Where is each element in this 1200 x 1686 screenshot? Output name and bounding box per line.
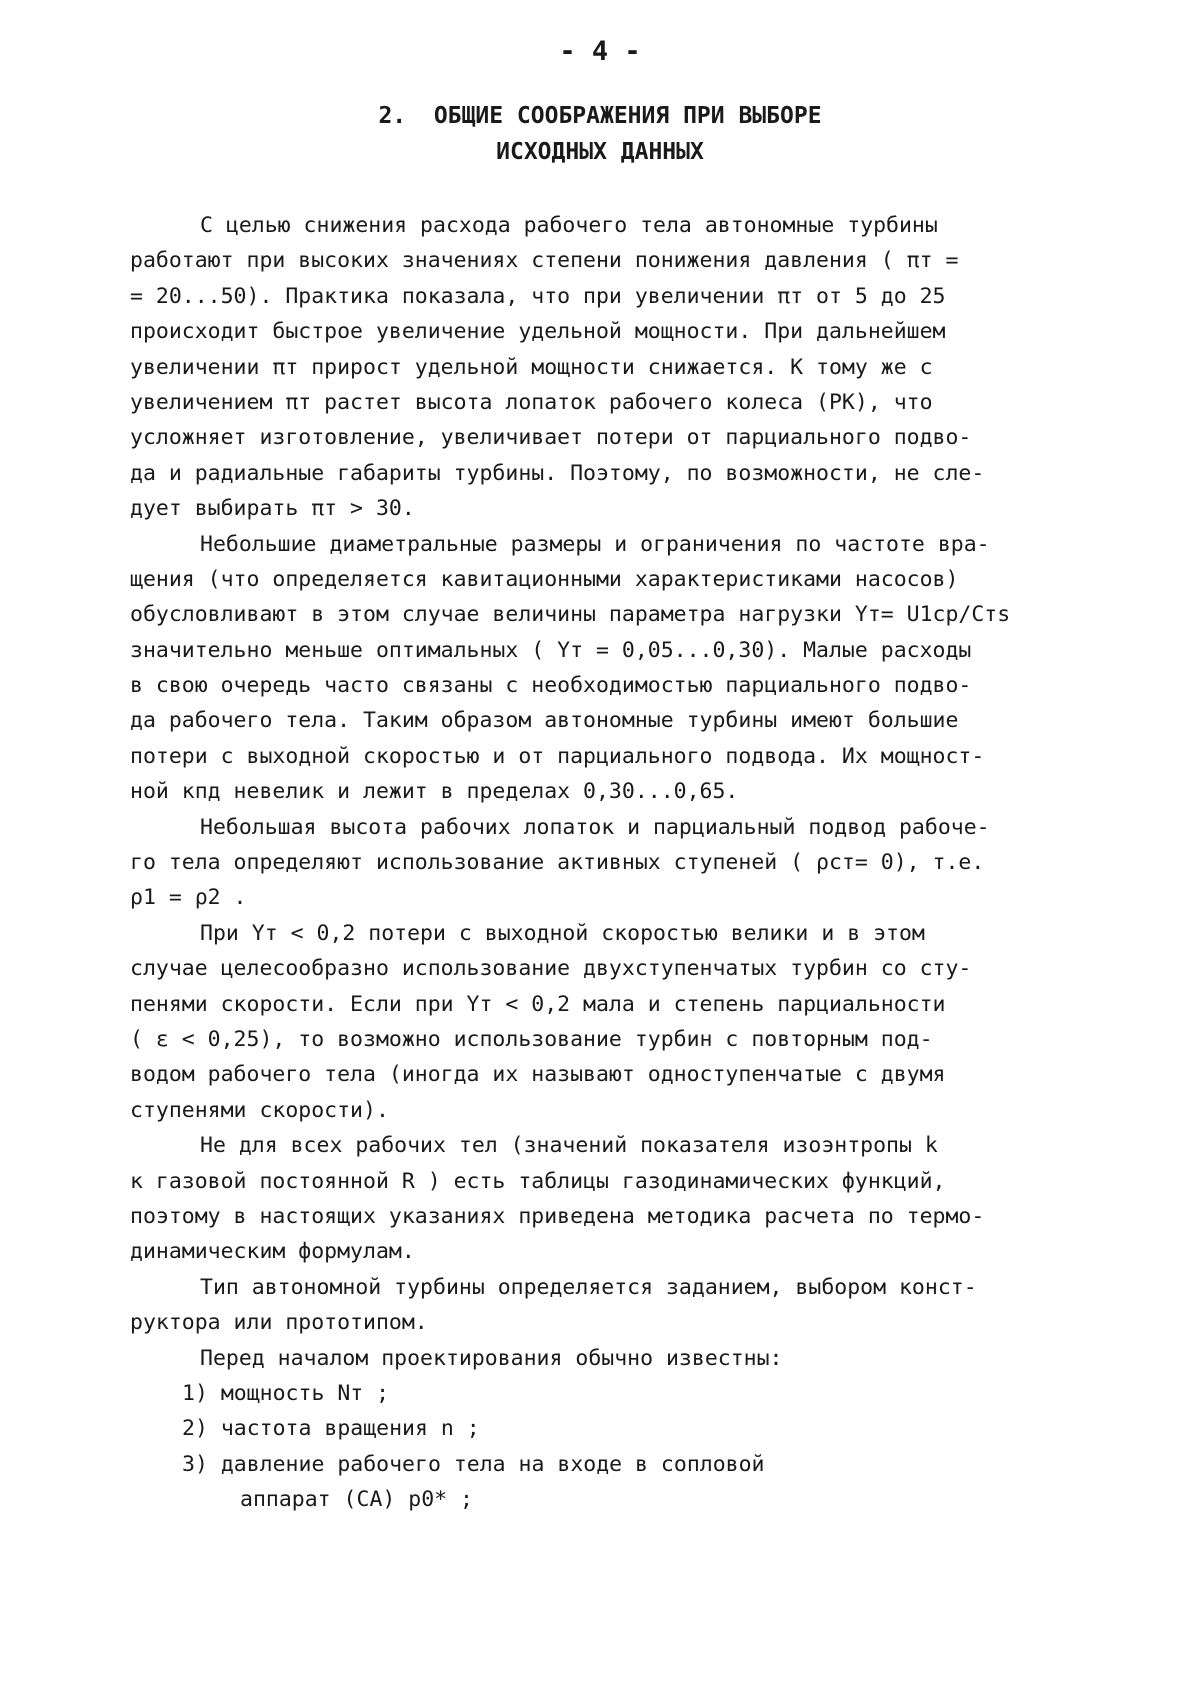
section-heading-line-2: ИСХОДНЫХ ДАННЫХ [496,139,704,165]
text-line: щения (что определяется кавитационными характеристиками насосов) [130,566,959,592]
text-line: пенями скорости. Если при Yт < 0,2 мала и степень парциальности [130,991,946,1017]
text-line: Не для всех рабочих тел (значений показателя изоэнтропы k [200,1133,938,1159]
text-line: Небольшая высота рабочих лопаток и парциальный подвод рабоче- [200,814,990,840]
text-line: С целью снижения расхода рабочего тела автономные турбины [200,213,938,238]
text-line: происходит быстрое увеличение удельной мощности. При дальнейшем [130,319,946,345]
text-line: ρ1 = ρ2 . [130,885,247,911]
text-line: ступенями скорости). [130,1097,389,1123]
text-line: Небольшие диаметральные размеры и ограничения по частоте вра- [200,531,990,557]
text-line: При Yт < 0,2 потери с выходной скоростью велики и в этом [200,920,925,946]
text-line: к газовой постоянной R ) есть таблицы газодинамических функций, [130,1168,946,1194]
text-line: да и радиальные габариты турбины. Поэтому, по возможности, не сле- [130,460,985,486]
section-heading-line-1: 2. ОБЩИЕ СООБРАЖЕНИЯ ПРИ ВЫБОРЕ [378,103,822,129]
text-line: усложняет изготовление, увеличивает потери от парциального подво- [130,425,972,451]
body-text [130,208,1090,1517]
text-line: руктора или прототипом. [130,1310,428,1336]
text-line: поэтому в настоящих указаниях приведена методика расчета по термо- [130,1203,985,1229]
text-line: потери с выходной скоростью и от парциального подвода. Их мощност- [130,743,985,769]
text-line: водом рабочего тела (иногда их называют одноступенчатые с двумя [130,1062,946,1088]
text-line: динамическим формулам. [130,1239,415,1265]
text-line: ( ε < 0,25), то возможно использование турбин с повторным под- [130,1026,933,1052]
text-line: да рабочего тела. Таким образом автономные турбины имеют большие [130,708,959,734]
section-heading [0,98,1200,170]
text-line: обусловливают в этом случае величины параметра нагрузки Yт= U1ср/Cтs [130,602,1011,628]
text-line: увеличением πт растет высота лопаток рабочего колеса (РК), что [130,389,933,415]
text-line: = 20...50). Практика показала, что при увеличении πт от 5 до 25 [130,283,946,309]
page-number: - 4 - [559,36,641,67]
text-line: случае целесообразно использование двухступенчатых турбин со сту- [130,956,972,982]
text-line: аппарат (СА) p0* ; [240,1487,473,1513]
text-line: 3) давление рабочего тела на входе в сопловой [182,1451,765,1477]
text-line: в свою очередь часто связаны с необходимостью парциального подво- [130,673,972,699]
text-line: работают при высоких значениях степени понижения давления ( πт = [130,248,959,274]
text-line: увеличении πт прирост удельной мощности снижается. К тому же с [130,354,933,380]
text-line: значительно меньше оптимальных ( Yт = 0,05...0,30). Малые расходы [130,637,972,663]
text-line: дует выбирать πт > 30. [130,496,415,522]
text-line: ной кпд невелик и лежит в пределах 0,30...0,65. [130,779,739,805]
text-line: 1) мощность Nт ; [182,1380,390,1406]
text-line: Перед началом проектирования обычно известны: [200,1345,783,1371]
text-line: 2) частота вращения n ; [182,1416,480,1442]
text-line: го тела определяют использование активных ступеней ( ρст= 0), т.е. [130,850,985,876]
text-line: Тип автономной турбины определяется заданием, выбором конст- [200,1274,977,1300]
